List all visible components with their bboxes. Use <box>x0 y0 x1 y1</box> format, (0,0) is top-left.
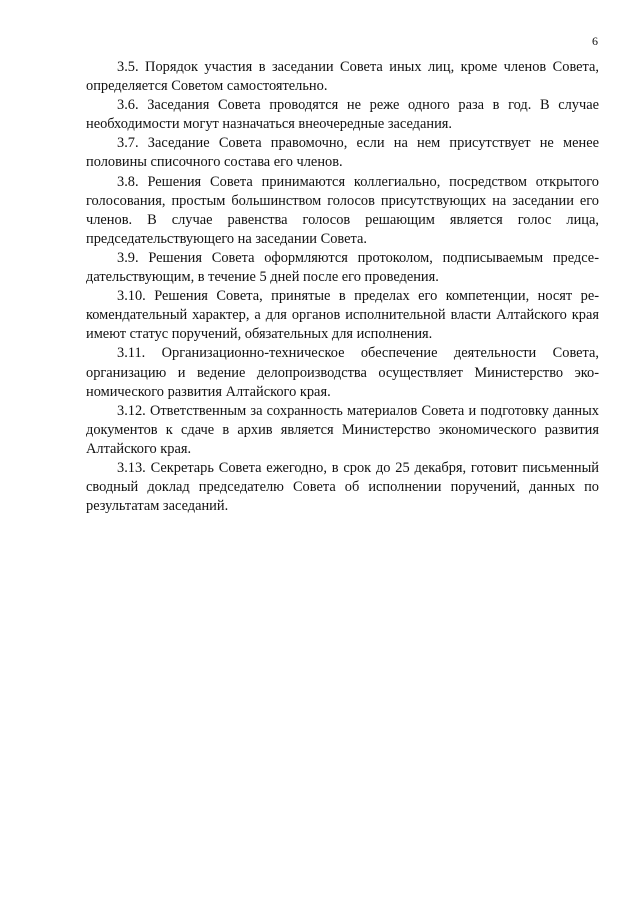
document-body <box>86 58 599 516</box>
paragraph-3-7: 3.7. Заседание Совета правомочно, если на нем присутствует не менее половины списочного состава его членов. <box>86 135 599 171</box>
paragraph-3-10: 3.10. Решения Совета, принятые в пределах его компетенции, носят рекомендательный характер, а для органов исполнительной власти Алтайского края имеют статус поручений, обязательных для исполнения. <box>86 288 599 343</box>
paragraph-3-13: 3.13. Секретарь Совета ежегодно, в срок до 25 декабря, готовит письменный сводный доклад председателю Совета об исполнении поручений, данных по результатам заседаний. <box>86 459 599 515</box>
paragraph-3-5: 3.5. Порядок участия в заседании Совета иных лиц, кроме членов Совета, определяется Советом самостоятельно. <box>86 59 599 95</box>
paragraph-3-9: 3.9. Решения Совета оформляются протоколом, подписываемым председательствующим, в течение 5 дней после его проведения. <box>86 249 599 286</box>
paragraph-3-6: 3.6. Заседания Совета проводятся не реже одного раза в год. В случае необходимости могут назначаться внеочередные заседания. <box>86 97 599 133</box>
paragraph-3-8: 3.8. Решения Совета принимаются коллегиально, посредством открытого голосования, простым большинством голосов присутствующих на заседании его членов. В случае равенства голосов решающим является голос лица, председательствующего на заседании Совета. <box>86 173 599 247</box>
page-number: 6 <box>592 34 598 48</box>
paragraph-3-12: 3.12. Ответственным за сохранность материалов Совета и подготовку данных документов к сдаче в архив является Министерство экономического развития Алтайского края. <box>86 402 599 457</box>
paragraph-3-11: 3.11. Организационно-техническое обеспечение деятельности Совета, организацию и ведение делопроизводства осуществляет Министерство экономического развития Алтайского края. <box>86 345 599 400</box>
